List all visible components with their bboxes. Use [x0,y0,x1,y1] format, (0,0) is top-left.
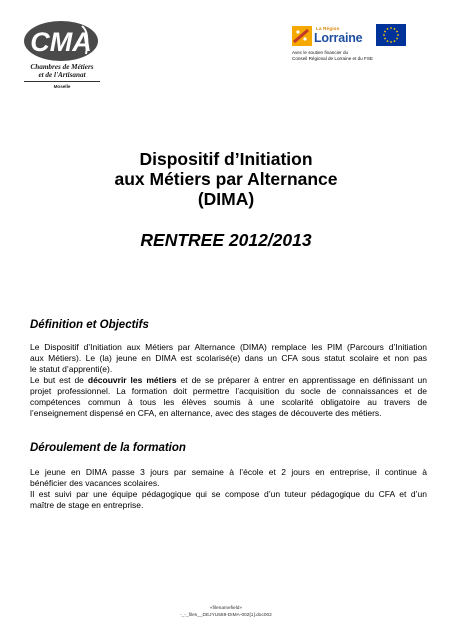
footer-filename: -_-_files__DEJYU569-DIMA-002[1].doc002 [180,613,272,618]
cma-department: Moselle [53,84,71,89]
definition-goal-line [30,375,427,386]
cma-name-line2: et de l'Artisanat [38,71,86,79]
section-heading-definition: Définition et Objectifs [30,319,149,331]
region-caption-line2: Conseil Régional de Lorraine et du FSE [292,56,373,61]
title-line-1: Dispositif d’Initiation [139,149,313,169]
lorraine-emblem-icon [292,26,312,46]
section-heading-deroulement: Déroulement de la formation [30,442,186,454]
region-caption-line1: Avec le soutien financier du [292,50,349,55]
cma-logo [22,20,102,95]
definition-line-4: projet professionnel. La formation doit permettre l’acquisition du socle de connaissances et de [30,386,427,396]
footer-field: «filenamefield» [209,606,243,611]
cma-emblem-icon [22,20,100,62]
cma-divider [24,81,100,82]
goal-text-before: Le but est de [30,375,88,385]
deroulement-line-1: Le jeune en DIMA passe 3 jours par semaine à l’école et 2 jours en entreprise, il continue à [30,467,427,477]
definition-line-1: Le Dispositif d’Initiation aux Métiers par Alternance (DIMA) remplace les PIM (Parcours d’Initiation [30,342,427,352]
eu-flag-icon [376,24,406,46]
region-name: Lorraine [314,31,363,45]
subtitle-rentree: RENTREE 2012/2013 [140,230,312,250]
goal-text-bold: découvrir les métiers [87,375,177,385]
cma-name-line1: Chambres de Métiers [30,63,94,71]
deroulement-line-3: Il est suivi par une équipe pédagogique qui se compose d’un tuteur pédagogique du CFA et d’un [30,489,427,499]
title-line-3: (DIMA) [197,189,255,209]
definition-line-2: aux Métiers). Le (la) jeune en DIMA est scolarisé(e) dans un CFA sous statut scolaire et non pas [30,353,427,363]
goal-text-after: et de se préparer à entrer en apprentissage en définissant un [176,375,428,385]
title-line-2: aux Métiers par Alternance [114,169,338,189]
region-lorraine-logo [292,26,372,48]
definition-line-5: compétences commun à tous les élèves soumis à une scolarité obligatoire au travers de [30,397,427,407]
region-caption [292,50,373,62]
svg-text:CMA: CMA [30,27,92,57]
deroulement-line-2: bénéficier des vacances scolaires. [30,478,160,488]
definition-line-3: le statut d’apprenti(e). [30,364,113,374]
definition-line-6: l’enseignement dispensé en CFA, en alternance, avec des stages de découverte des métiers. [30,408,382,418]
region-prefix: La Région [316,26,340,31]
deroulement-line-4: maître de stage en entreprise. [30,500,144,510]
